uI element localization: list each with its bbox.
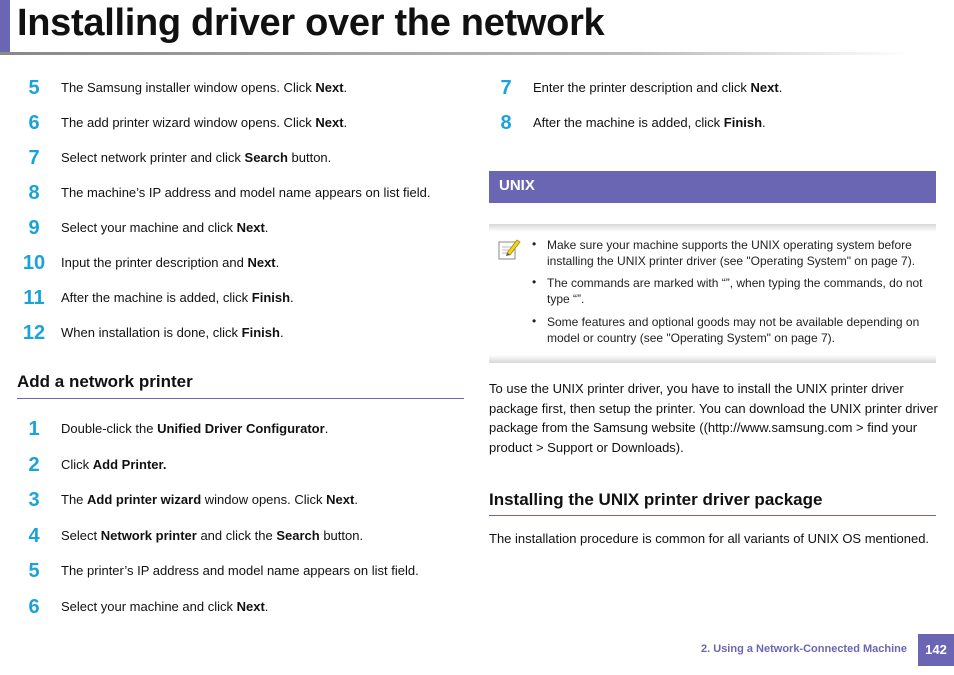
step-text-part: When installation is done, click	[61, 325, 242, 340]
step-item	[19, 110, 459, 134]
step-number: 2	[28, 453, 40, 476]
step-text	[61, 421, 328, 436]
step-text-part: The machine’s IP address and model name appears on list field.	[61, 185, 431, 200]
step-item	[19, 487, 459, 511]
step-text	[61, 80, 347, 95]
step-text-emphasis: Next	[236, 220, 265, 235]
step-text-part: After the machine is added, click	[61, 290, 252, 305]
step-text-part: .	[264, 220, 269, 235]
note-text: The commands are marked with “”, when typing the commands, do not type “”.	[547, 276, 923, 306]
step-text	[61, 185, 431, 200]
step-text	[61, 220, 268, 235]
step-number: 5	[28, 560, 40, 582]
step-text-part: The add printer wizard window opens. Click	[61, 115, 316, 130]
step-item	[19, 145, 459, 169]
step-number: 5	[28, 77, 40, 99]
step-item	[19, 285, 459, 309]
step-text	[61, 528, 363, 543]
note-bottom-border	[489, 355, 936, 363]
note-top-border	[489, 224, 936, 232]
step-text-part: .	[343, 80, 348, 95]
page-number-box	[918, 634, 954, 666]
step-number: 11	[23, 287, 45, 309]
step-text-emphasis: Search	[276, 527, 320, 543]
step-text-emphasis: Add printer wizard	[87, 492, 202, 507]
step-text-part: button.	[287, 150, 332, 165]
step-text-emphasis: Search	[244, 150, 288, 165]
section-divider	[489, 515, 936, 516]
unix-package-heading: Installing the UNIX printer driver package	[489, 490, 823, 509]
page-number: 142	[925, 642, 947, 657]
step-number: 1	[28, 418, 40, 440]
step-text	[61, 325, 284, 340]
step-item	[19, 558, 459, 582]
section-divider	[17, 398, 464, 399]
unix-intro-paragraph: To use the UNIX printer driver, you have to install the UNIX printer driver package first, then setup the printer. You can download the UNIX printer driver package from the Samsung website ((http://www.samsung.com > find your product > Support or Downloads).	[489, 381, 938, 455]
step-number: 4	[28, 524, 40, 547]
step-text-part: Input the printer description and	[61, 255, 248, 270]
step-text-part: .	[279, 325, 284, 340]
step-item	[19, 215, 459, 239]
step-text-part: The	[61, 492, 88, 507]
step-text-part: .	[275, 255, 280, 270]
step-text	[61, 255, 279, 270]
step-number: 10	[22, 252, 46, 274]
step-text-part: After the machine is added, click	[533, 115, 724, 130]
step-text-emphasis: Finish	[241, 325, 280, 340]
bullet-icon: •	[532, 314, 537, 328]
bullet-icon: •	[532, 237, 537, 251]
step-text-emphasis: Add Printer.	[92, 456, 167, 472]
step-text	[61, 599, 268, 614]
step-number: 6	[28, 112, 40, 134]
step-item	[19, 250, 459, 274]
step-text-part: Double-click the	[61, 421, 158, 436]
step-text-emphasis: Next	[247, 255, 276, 270]
step-text-part: Select your machine and click	[61, 598, 237, 614]
step-number: 8	[500, 112, 512, 134]
bullet-icon: •	[532, 275, 537, 289]
title-divider	[0, 52, 910, 55]
step-text-emphasis: Next	[750, 80, 779, 95]
step-number: 3	[28, 489, 40, 511]
step-text	[61, 563, 419, 578]
step-text-part: Select	[61, 527, 101, 543]
step-number: 7	[28, 147, 40, 169]
step-text-emphasis: Next	[326, 492, 355, 507]
step-text	[533, 115, 766, 130]
step-number: 8	[28, 182, 40, 204]
step-text-emphasis: Next	[315, 115, 344, 130]
note-text: Make sure your machine supports the UNIX operating system before installing the UNIX printer driver (see "Operating System" on page 7).	[547, 238, 916, 268]
step-number: 6	[28, 595, 40, 618]
step-item	[491, 110, 931, 134]
title-accent-bar	[0, 0, 10, 52]
step-text-part: Click	[61, 456, 93, 472]
step-text-part: Select your machine and click	[61, 220, 237, 235]
step-text-part: window opens. Click	[201, 492, 327, 507]
step-text-part: The Samsung installer window opens. Click	[61, 80, 316, 95]
step-text-part: .	[354, 492, 358, 507]
step-text-part: .	[762, 115, 766, 130]
step-item	[19, 320, 459, 344]
step-item	[19, 594, 459, 618]
step-text-part: and click the	[196, 527, 277, 543]
step-item	[19, 75, 459, 99]
step-text-part: The printer’s IP address and model name appears on list field.	[61, 563, 419, 578]
step-item	[19, 416, 459, 440]
step-text-part: button.	[319, 527, 364, 543]
step-text-part: .	[343, 115, 348, 130]
step-text-part: Enter the printer description and click	[533, 80, 751, 95]
step-text-emphasis: Unified Driver Configurator	[157, 421, 325, 436]
step-text	[61, 115, 347, 130]
step-item	[19, 523, 459, 547]
step-text-part: .	[290, 290, 294, 305]
step-text-part: .	[324, 421, 329, 436]
step-number: 7	[500, 77, 512, 99]
step-text	[61, 492, 358, 507]
step-text-emphasis: Next	[315, 80, 344, 95]
step-item	[19, 180, 459, 204]
step-text	[533, 80, 782, 95]
step-item	[491, 75, 931, 99]
step-text-part: .	[778, 80, 783, 95]
unix-heading: UNIX	[499, 177, 535, 194]
page-title: Installing driver over the network	[17, 2, 605, 44]
step-text-emphasis: Finish	[251, 290, 291, 305]
add-network-printer-heading: Add a network printer	[17, 372, 193, 391]
step-text-emphasis: Next	[236, 598, 265, 614]
unix-section-bar	[489, 171, 936, 203]
step-text	[61, 150, 331, 165]
step-number: 12	[22, 322, 46, 344]
note-pencil-icon	[497, 237, 521, 261]
step-text-part: .	[264, 598, 269, 614]
footer-chapter: 2. Using a Network-Connected Machine	[701, 643, 907, 655]
step-text-emphasis: Finish	[723, 115, 763, 130]
step-item	[19, 452, 459, 476]
unix-package-text: The installation procedure is common for all variants of UNIX OS mentioned.	[489, 531, 930, 546]
step-text	[61, 290, 294, 305]
step-text	[61, 457, 166, 472]
note-text: Some features and optional goods may not be available depending on model or country (see "Operating System" on page 7).	[547, 315, 920, 345]
step-number: 9	[28, 217, 40, 239]
step-text-part: Select network printer and click	[61, 150, 245, 165]
step-text-emphasis: Network printer	[100, 527, 197, 543]
